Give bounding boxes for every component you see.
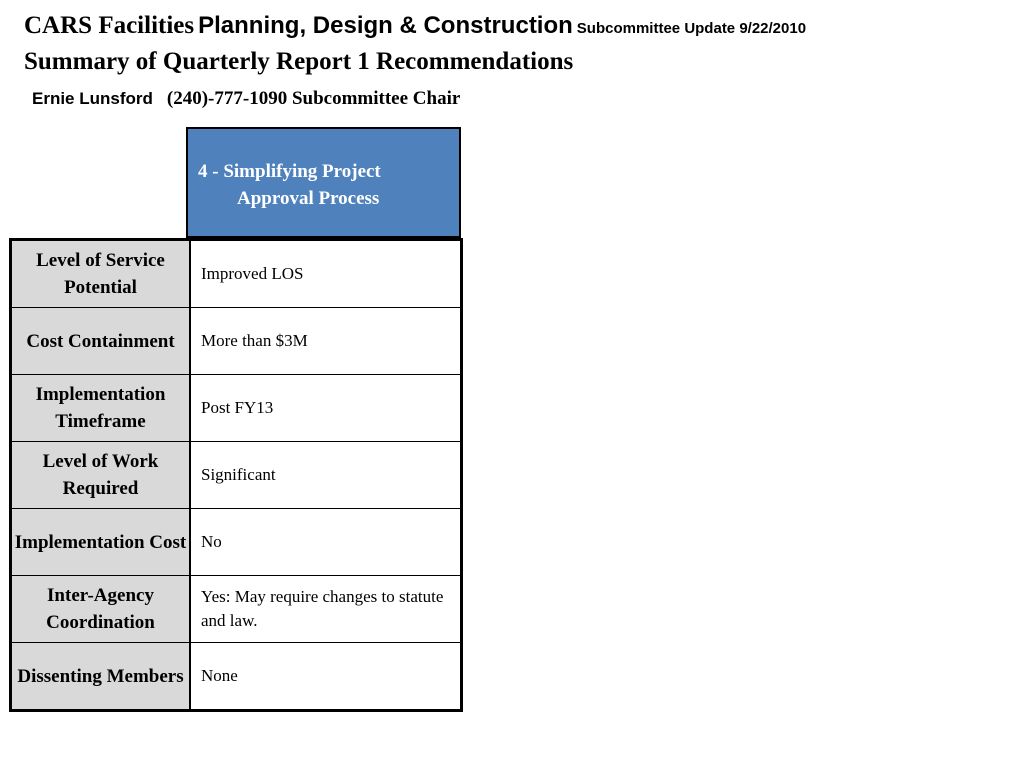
slide-subtitle: Summary of Quarterly Report 1 Recommendations	[24, 48, 574, 75]
row-value: Significant	[190, 442, 462, 509]
table-row	[11, 643, 462, 711]
chair-name: Ernie Lunsford	[32, 89, 153, 108]
title-part-planning: Planning, Design & Construction	[198, 12, 573, 39]
header-line-2: Approval Process	[237, 188, 380, 209]
row-label: Implementation Timeframe	[11, 375, 191, 442]
row-label: Inter-Agency Coordination	[11, 576, 191, 643]
row-label: Implementation Cost	[11, 509, 191, 576]
table-row	[11, 375, 462, 442]
header-line-1: 4 - Simplifying Project	[198, 161, 381, 182]
slide-title	[24, 12, 806, 40]
table-row	[11, 308, 462, 375]
table-row	[11, 442, 462, 509]
chair-details: (240)-777-1090 Subcommittee Chair	[166, 88, 461, 109]
row-label: Dissenting Members	[11, 643, 191, 711]
row-value: More than $3M	[190, 308, 462, 375]
row-value: No	[190, 509, 462, 576]
row-label: Level of Service Potential	[11, 240, 191, 308]
row-value: Improved LOS	[190, 240, 462, 308]
table-header-cell	[186, 127, 461, 238]
title-part-update-date: Subcommittee Update 9/22/2010	[576, 20, 807, 37]
table-row	[11, 240, 462, 308]
row-label: Cost Containment	[11, 308, 191, 375]
chair-line	[32, 88, 460, 110]
row-value: None	[190, 643, 462, 711]
recommendation-table	[9, 238, 463, 712]
table-row	[11, 509, 462, 576]
title-part-cars-facilities: CARS Facilities	[24, 12, 195, 39]
row-label: Level of Work Required	[11, 442, 191, 509]
table-row	[11, 576, 462, 643]
row-value: Yes: May require changes to statute and law.	[190, 576, 462, 643]
row-value: Post FY13	[190, 375, 462, 442]
